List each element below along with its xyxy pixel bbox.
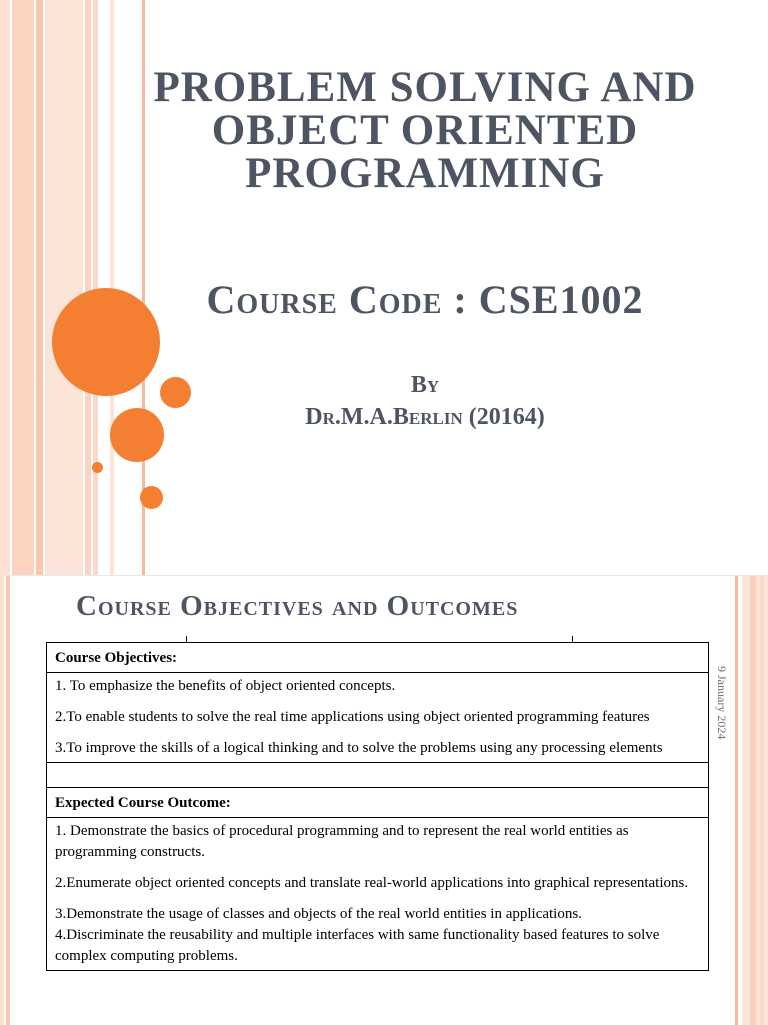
decorative-circle-large (52, 288, 160, 396)
title-line: OBJECT ORIENTED (211, 107, 639, 154)
slide-date: 9 January 2024 (715, 666, 729, 740)
stripe (735, 576, 738, 1025)
objectives-slide (0, 575, 768, 1025)
objectives-list (47, 673, 708, 763)
stripe (12, 0, 34, 575)
objective-item: 2.To enable students to solve the real time applications using object oriented programming features (55, 709, 650, 725)
decorative-circle-medium (110, 408, 164, 462)
by-label: By (410, 372, 440, 398)
outcome-item: 4.Discriminate the reusability and multiple interfaces with same functionality based features to solve complex computing problems. (55, 927, 660, 964)
decorative-circle-small (140, 486, 163, 509)
outcome-item: 2.Enumerate object oriented concepts and translate real-world applications into graphical representations. (55, 875, 689, 891)
title-line: PROBLEM SOLVING AND (153, 64, 697, 111)
stripe (750, 576, 756, 1025)
stripe (85, 0, 91, 575)
blank-row (47, 763, 708, 788)
outcomes-list (47, 818, 708, 970)
objective-item: 1. To emphasize the benefits of object oriented concepts. (55, 678, 396, 694)
objectives-header: Course Objectives: (47, 643, 708, 673)
slide-title (120, 66, 730, 195)
stripe (6, 576, 10, 1025)
outcomes-header: Expected Course Outcome: (47, 788, 708, 818)
slide-heading: Course Objectives and Outcomes (76, 590, 519, 622)
objective-item: 3.To improve the skills of a logical thinking and to solve the problems using any processing elements (55, 740, 663, 756)
stripe (0, 0, 10, 575)
course-table (46, 642, 709, 971)
stripe (0, 576, 4, 1025)
stripe (93, 0, 98, 575)
outcome-item: 3.Demonstrate the usage of classes and objects of the real world entities in applications. (55, 906, 582, 922)
course-code: Course Code : CSE1002 (206, 277, 644, 322)
stripe (36, 0, 43, 575)
author-name: Dr.M.A.Berlin (20164) (305, 404, 545, 430)
stripe (760, 576, 764, 1025)
outcome-item: 1. Demonstrate the basics of procedural programming and to represent the real world entities as programming constructs. (55, 823, 629, 860)
stripe (45, 0, 83, 575)
title-line: PROGRAMMING (245, 150, 605, 197)
decorative-circle-dot (92, 462, 103, 473)
